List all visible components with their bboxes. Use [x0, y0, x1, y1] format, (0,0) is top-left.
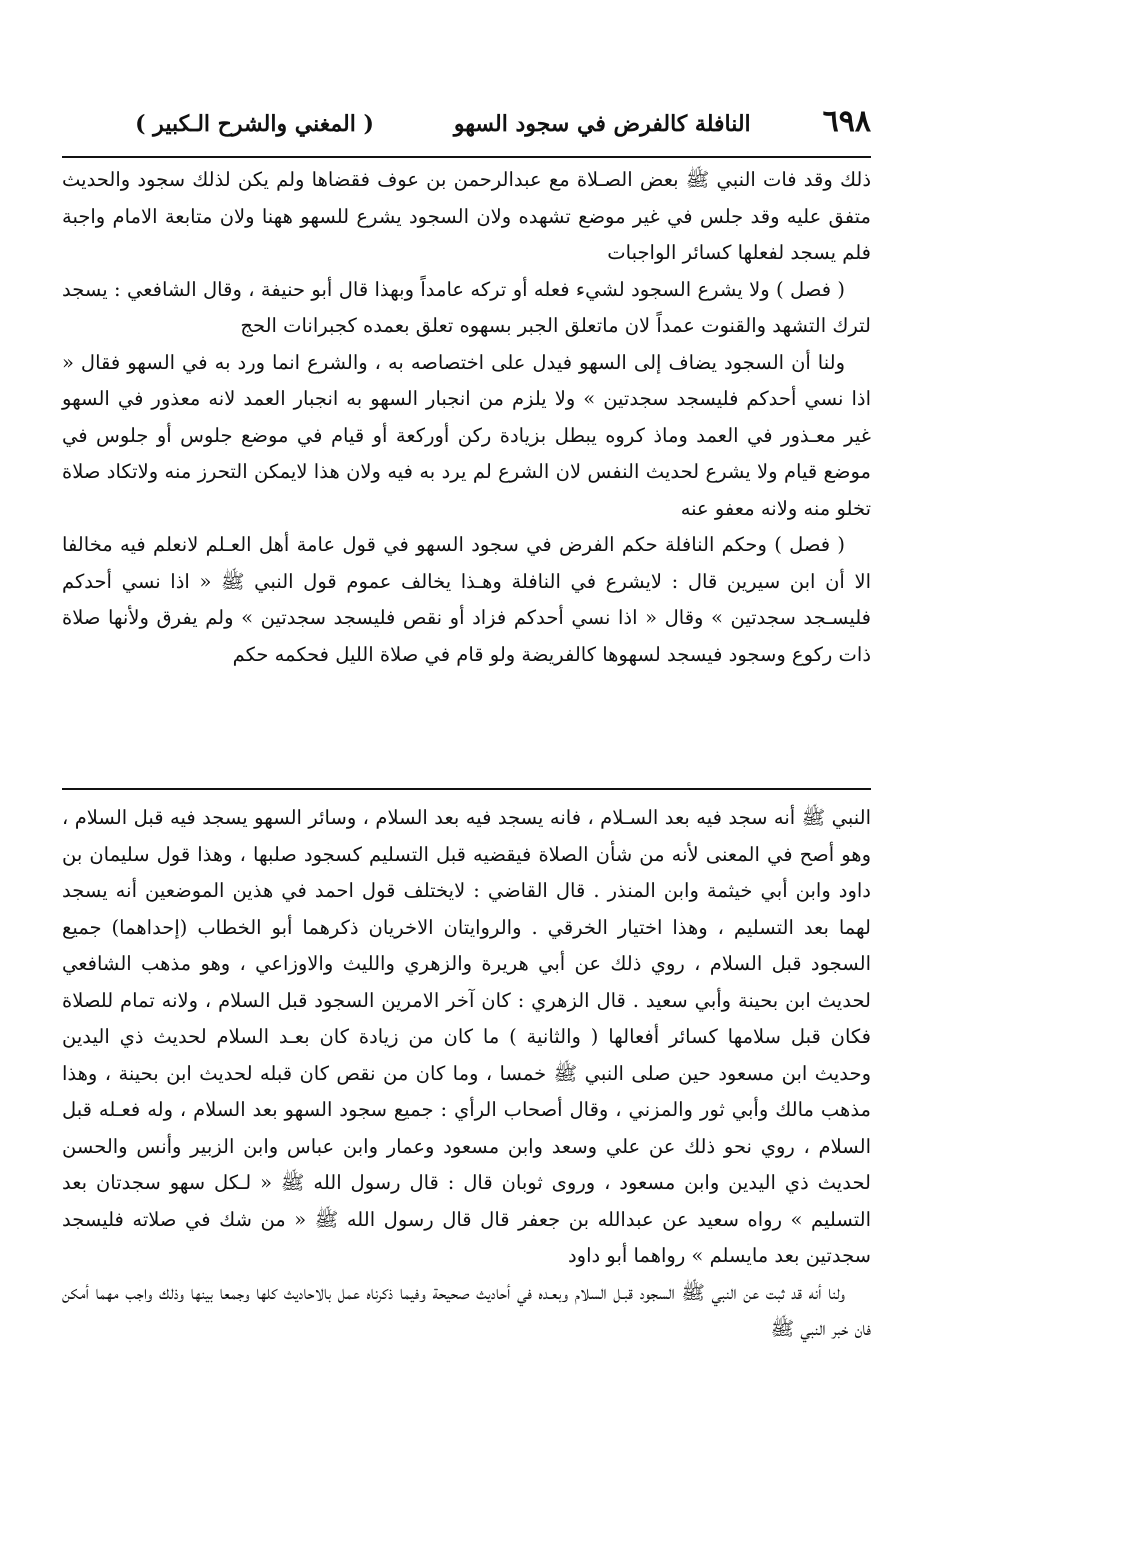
commentary-paragraph-2: ولنا أنه قد ثبت عن النبي ﷺ السجود قبـل السلام وبعـده في أحاديث صحيحة وفيما ذكرناه عمل بالاحاديث كلها وجمعا بينها وذلك واجب مهما أمكن فان خبر النبي ﷺ [62, 1280, 871, 1340]
running-title: النافلة كالفرض في سجود السهو [453, 111, 751, 137]
commentary-text [62, 800, 871, 1348]
main-paragraph-1: ذلك وقد فات النبي ﷺ بعض الصـلاة مع عبدالرحمن بن عوف فقضاها ولم يكن لذلك سجود والحديث متفق عليه وقد جلس في غير موضع تشهده ولان السجود يشرع للسهو ههنا ولان متابعة الامام واجبة فلم يسجد لفعلها كسائر الواجبات [62, 168, 871, 264]
book-title: ( المغني والشرح الـكبير ) [135, 111, 374, 137]
main-paragraph-2: ( فصل ) ولا يشرع السجود لشيء فعله أو تركه عامداً وبهذا قال أبو حنيفة ، وقال الشافعي : يسجد لترك التشهد والقنوت عمداً لان ماتعلق الجبر بسهوه تعلق بعمده كجبرانات الحج [62, 277, 871, 337]
page-number: ٦٩٨ [822, 104, 871, 139]
main-paragraph-4: ( فصل ) وحكم النافلة حكم الفرض في سجود السهو في قول عامة أهل العـلم لانعلم فيه مخالفا الا أن ابن سيرين قال : لايشرع في النافلة وهـذا يخالف عموم قول النبي ﷺ « اذا نسي أحدكم فليسـجد سجدتين » وقال « اذا نسي أحدكم فزاد أو نقص فليسجد سجدتين » ولم يفرق ولأنها صلاة ذات ركوع وسجود فيسجد لسهوها كالفريضة ولو قام في صلاة الليل فحكمه حكم [62, 533, 871, 666]
main-paragraph-3: ولنا أن السجود يضاف إلى السهو فيدل على اختصاصه به ، والشرع انما ورد به في السهو فقال « اذا نسي أحدكم فليسجد سجدتين » ولا يلزم من انجبار السهو به انجبار العمد لانه معذور في السهو غير معـذور في العمد وماذ كروه يبطل بزيادة ركن أوركعة أو قيام في موضع جلوس أو جلوس في موضع قيام ولا يشرع لحديث النفس لان الشرع لم يرد به فيه ولان هذا لايمكن التحرز منه ولاتكاد صلاة تخلو منه ولانه معفو عنه [62, 350, 871, 520]
section-divider [62, 788, 871, 790]
main-text [62, 162, 871, 673]
page-header [62, 104, 871, 158]
commentary-paragraph-1: النبي ﷺ أنه سجد فيه بعد السـلام ، فانه يسجد فيه بعد السلام ، وسائر السهو يسجد فيه قبل السلام ، وهو أصح في المعنى لأنه من شأن الصلاة فيقضيه قبل التسليم كسجود صلبها ، وهذا قول سليمان بن داود وابن أبي خيثمة وابن المنذر . قال القاضي : لايختلف قول احمد في هذين الموضعين أنه يسجد لهما بعد التسليم ، وهذا اختيار الخرقي . والروايتان الاخريان ذكرهما أبو الخطاب (إحداهما) جميع السجود قبل السلام ، روي ذلك عن أبي هريرة والزهري والليث والاوزاعي ، وهو مذهب الشافعي لحديث ابن بحينة وأبي سعيد . قال الزهري : كان آخر الامرين السجود قبل السلام ، ولانه تمام للصلاة فكان قبل سلامها كسائر أفعالها ( والثانية ) ما كان من زيادة كان بعـد السلام لحديث ذي اليدين وحديث ابن مسعود حين صلى النبي ﷺ خمسا ، وما كان من نقص كان قبله لحديث ابن بحينة ، وهذا مذهب مالك وأبي ثور والمزني ، وقال أصحاب الرأي : جميع سجود السهو بعد السلام ، وله فعـله قبل السلام ، روي نحو ذلك عن علي وسعد وابن مسعود وعمار وابن عباس وابن الزبير وأنس والحسن لحديث ذي اليدين وابن مسعود ، وروى ثوبان قال : قال رسول الله ﷺ « لـكل سهو سجدتان بعد التسليم » رواه سعيد عن عبدالله بن جعفر قال قال رسول الله ﷺ « من شك في صلاته فليسجد سجدتين بعد مايسلم » رواهما أبو داود [62, 806, 871, 1267]
